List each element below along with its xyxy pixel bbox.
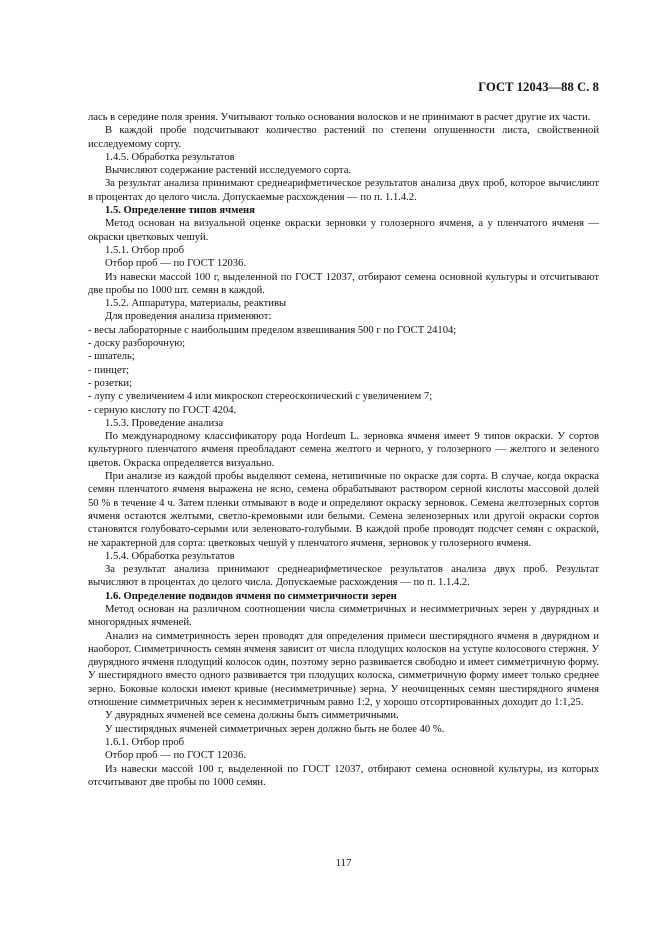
section-heading: 1.5. Определение типов ячменя [105,205,255,217]
paragraph: Для проведения анализа применяют: [105,311,272,323]
page-header: ГОСТ 12043—88 С. 8 [478,80,599,94]
paragraph: Из навески массой 100 г, выделенной по ГОСТ 12037, отбирают семена основной культуры и отсчитывают две пробы по 1000 шт. семян в каждой. [88,271,599,296]
paragraph: Метод основан на визуальной оценке окраски зерновки у голозерного ячменя, а у пленчатого ячменя — окраски цветковых чешуй. [88,218,599,243]
list-item: - весы лабораторные с наибольшим пределом взвешивания 500 г по ГОСТ 24104; [88,324,457,336]
list-item: - пинцет; [88,364,130,376]
paragraph: У шестирядных ячменей симметричных зерен должно быть не более 40 %. [105,723,445,735]
paragraph: Отбор проб — по ГОСТ 12036. [105,258,247,270]
document-body [88,111,599,789]
paragraph: Вычисляют содержание растений исследуемого сорта. [105,165,352,177]
list-item: - лупу с увеличением 4 или микроскоп стереоскопический с увеличением 7; [88,391,433,403]
section-subheading: 1.5.1. Отбор проб [105,244,185,256]
section-subheading: 1.6.1. Отбор проб [105,736,185,748]
page-number: 117 [335,857,352,869]
paragraph: В каждой пробе подсчитывают количество растений по степени опушенности листа, свойственной исследуемому сорту. [88,125,599,150]
list-item: - шпатель; [88,351,135,363]
list-item: - доску разборочную; [88,338,186,350]
paragraph: Метод основан на различном соотношении числа симметричных и несимметричных зерен у двурядных и многорядных ячменей. [88,603,599,629]
section-subheading: 1.5.3. Проведение анализа [105,417,224,429]
section-subheading: 1.4.5. Обработка результатов [105,151,235,163]
paragraph: Анализ на симметричность зерен проводят для определения примеси шестирядного ячменя в двурядном и наоборот. Симметричность семян ячменя зависит от числа плодущих колосков на уступе колосового стержня. У двурядного ячменя плодущий колосок один, поэтому зерно развивается свободно и имеет симметричную форму. У шестирядного вместо одного развивается три плодущих колоска, симметричную форму имеет только среднее зерно. Боковые колоски имеют кривые (несимметричные) зерна. У неочищенных семян шестирядного ячменя отношение симметричных зерен к несимметричным равно 1:2, у хорошо отсортированных доходит до 1:1,25. [88,630,599,709]
paragraph: Отбор проб — по ГОСТ 12036. [105,750,247,762]
list-item: - серную кислоту по ГОСТ 4204. [88,404,237,416]
paragraph-continuation: лась в середине поля зрения. Учитывают только основания волосков и не принимают в расчет другие их части. [88,112,591,123]
list-item: - розетки; [88,377,133,389]
paragraph: Из навески массой 100 г, выделенной по ГОСТ 12037, отбирают семена основной культуры, из которых отсчитывают две пробы по 1000 семян. [88,763,599,788]
document-page [88,0,599,936]
paragraph: У двурядных ячменей все семена должны быть симметричными. [105,710,399,722]
section-subheading: 1.5.4. Обработка результатов [105,550,235,562]
paragraph: За результат анализа принимают среднеарифметическое результатов анализа двух проб, которое вычисляют в процентах до целого числа. Допускаемые расхождения — по п. 1.1.4.2. [88,178,599,203]
section-heading: 1.6. Определение подвидов ячменя по симметричности зерен [105,590,397,602]
section-subheading: 1.5.2. Аппаратура, материалы, реактивы [105,298,287,310]
paragraph: По международному классификатору рода Hordeum L. зерновка ячменя имеет 9 типов окраски. У сортов культурного пленчатого ячменя преобладают семена желтого и черного, у голозерного — желтого и зеленого цветов. Окраска определяется визуально. [88,431,599,469]
paragraph: За результат анализа принимают среднеарифметическое результатов анализа двух проб. Результат вычисляют в процентах до целого числа. Допускаемые расхождения — по п. 1.1.4.2. [88,564,599,589]
paragraph: При анализе из каждой пробы выделяют семена, нетипичные по окраске для сорта. В случае, когда окраска семян пленчатого ячменя выражена не ясно, семена обрабатывают раствором серной кислоты массовой долей 50 % в течение 4 ч. Затем пленки отмывают в воде и определяют окраску зерновок. Семена желтозерных сортов ячменя остаются желтыми, светло-кремовыми или белыми. Семена зеленозерных или другой окраски сортов становятся голубовато-серыми или зеленовато-голубыми. В каждой пробе проводят подсчет семян с окраской, не характерной для сорта: цветковых чешуй у пленчатого ячменя, зерновок у голозерного ячменя. [88,471,599,549]
